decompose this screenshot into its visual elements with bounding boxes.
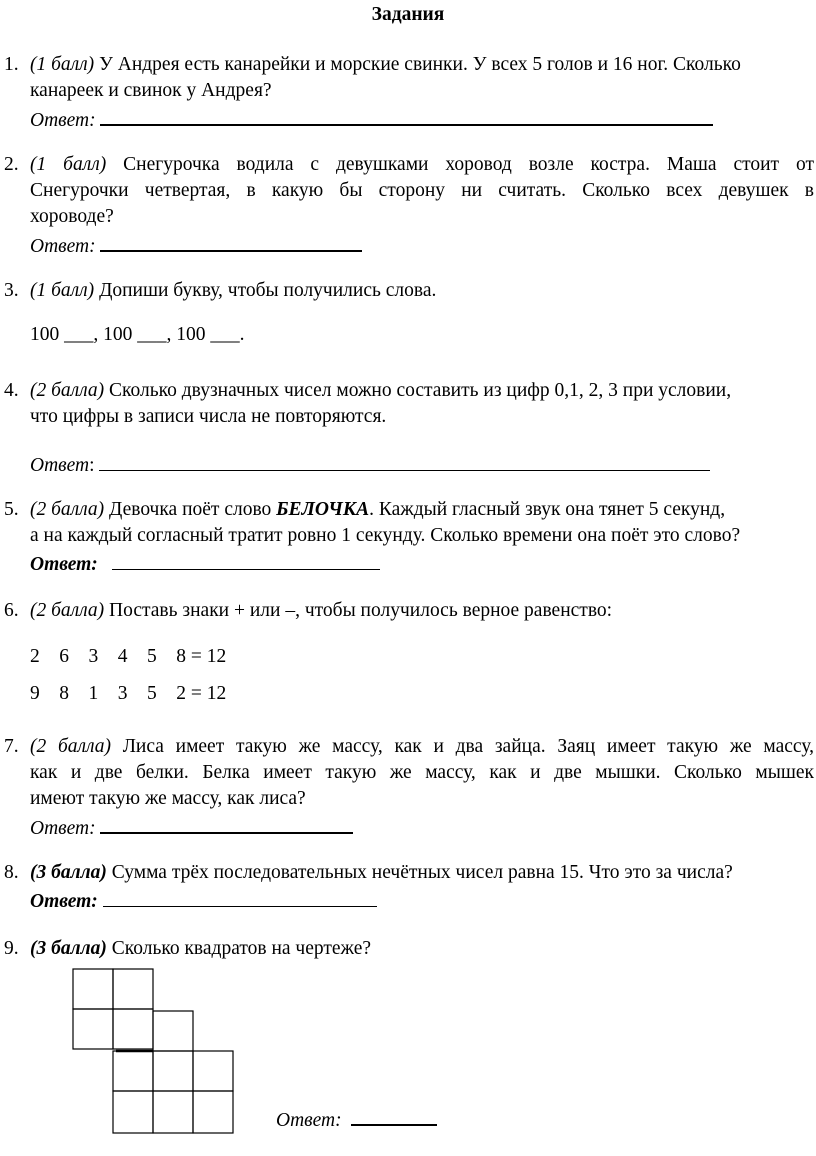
task-body: [30, 598, 814, 624]
answer-label: Ответ:: [30, 554, 98, 575]
task-points: (1 балл): [30, 154, 107, 175]
task-points: (2 балла): [30, 499, 105, 520]
equation-1: [30, 644, 226, 670]
task-number: 2.: [4, 154, 19, 175]
task-body: [30, 497, 814, 578]
task-text: как и две белки. Белка имеет такую же массу, как и две мышки. Сколько мышек: [30, 762, 814, 783]
task-text: имеют такую же массу, как лиса?: [30, 788, 306, 809]
task-body: [30, 936, 814, 962]
task-text: Сколько двузначных чисел можно составить из цифр 0,1, 2, 3 при условии,: [104, 380, 732, 401]
task-number: 3.: [4, 280, 19, 301]
answer-label: Ответ: [30, 455, 90, 476]
task-text: Снегурочка водила с девушками хоровод возле костра. Маша стоит от: [106, 154, 814, 175]
task-text: а на каждый согласный тратит ровно 1 секунду. Сколько времени она поёт это слово?: [30, 525, 741, 546]
task-body: [30, 378, 814, 430]
task-number: 7.: [4, 736, 19, 757]
task-text: Сумма трёх последовательных нечётных чисел равна 15. Что это за числа?: [106, 862, 733, 883]
answer-label: Ответ:: [30, 236, 96, 257]
eq-digit: 3: [117, 683, 128, 704]
task-text: . Каждый гласный звук она тянет 5 секунд,: [369, 499, 726, 520]
task-points: (3 балла): [30, 938, 107, 959]
task-body: [30, 860, 814, 915]
task-body: [30, 734, 814, 842]
eq-result: 8 = 12: [176, 646, 227, 667]
task-text: Снегурочки четвертая, в какую бы сторону ни считать. Сколько всех девушек в: [30, 180, 814, 201]
task-text: что цифры в записи числа не повторяются.: [30, 406, 387, 427]
answer-colon: :: [89, 455, 95, 476]
task-points: (2 балла): [30, 600, 105, 621]
eq-digit: 3: [88, 646, 99, 667]
task-points: (1 балл): [30, 54, 95, 75]
task-text: Допиши букву, чтобы получились слова.: [94, 280, 437, 301]
task-body: [30, 152, 814, 260]
task-points: (2 балла): [30, 736, 111, 757]
page-title: Задания: [371, 4, 445, 25]
task-text: Поставь знаки + или –, чтобы получилось верное равенство:: [104, 600, 613, 621]
task-body: [30, 52, 814, 134]
eq-digit: 1: [88, 683, 99, 704]
answer-label: Ответ:: [30, 891, 98, 912]
task-number: 9.: [4, 938, 19, 959]
eq-digit: 8: [59, 683, 69, 704]
eq-digit: 5: [147, 646, 157, 667]
task-body: [30, 278, 814, 304]
answer-line[interactable]: [112, 549, 380, 570]
eq-digit: 5: [147, 683, 157, 704]
answer-row: [30, 450, 710, 479]
word-blanks: [30, 322, 245, 348]
word-blank[interactable]: 100 ___.: [176, 324, 245, 345]
answer-line[interactable]: [351, 1104, 437, 1126]
task-number: 4.: [4, 380, 19, 401]
task-points: (3 балла): [30, 862, 107, 883]
task-points: (1 балл): [30, 280, 95, 301]
answer-label: Ответ:: [30, 818, 96, 839]
word-blank[interactable]: 100 ___,: [103, 324, 172, 345]
answer-label: Ответ:: [30, 110, 96, 131]
task-number: 1.: [4, 54, 19, 75]
task-text: У Андрея есть канарейки и морские свинки. У всех 5 голов и 16 ног. Сколько: [94, 54, 741, 75]
answer-label: Ответ:: [276, 1110, 342, 1131]
word-blank[interactable]: 100 ___,: [30, 324, 99, 345]
eq-digit: 9: [30, 683, 40, 704]
equation-2: [30, 681, 226, 707]
eq-digit: 2: [30, 646, 40, 667]
task-number: 6.: [4, 600, 19, 621]
answer-line[interactable]: [100, 812, 353, 834]
task-number: 5.: [4, 499, 19, 520]
task-text: Сколько квадратов на чертеже?: [106, 938, 372, 959]
task-number: 8.: [4, 862, 19, 883]
answer-line[interactable]: [103, 886, 377, 907]
highlighted-word: БЕЛОЧКА: [276, 499, 370, 520]
task-points: (2 балла): [30, 380, 105, 401]
task-text: канареек и свинок у Андрея?: [30, 80, 272, 101]
answer-row-9: [276, 1104, 437, 1134]
answer-line[interactable]: [100, 104, 713, 126]
answer-line[interactable]: [100, 230, 362, 252]
eq-result: 2 = 12: [176, 683, 227, 704]
squares-drawing: [72, 968, 238, 1138]
answer-line[interactable]: [99, 450, 710, 471]
task-text: Девочка поёт слово: [104, 499, 277, 520]
eq-digit: 6: [59, 646, 69, 667]
task-text: Лиса имеет такую же массу, как и два зайца. Заяц имеет такую же массу,: [111, 736, 814, 757]
task-text: хороводе?: [30, 206, 114, 227]
eq-digit: 4: [117, 646, 128, 667]
